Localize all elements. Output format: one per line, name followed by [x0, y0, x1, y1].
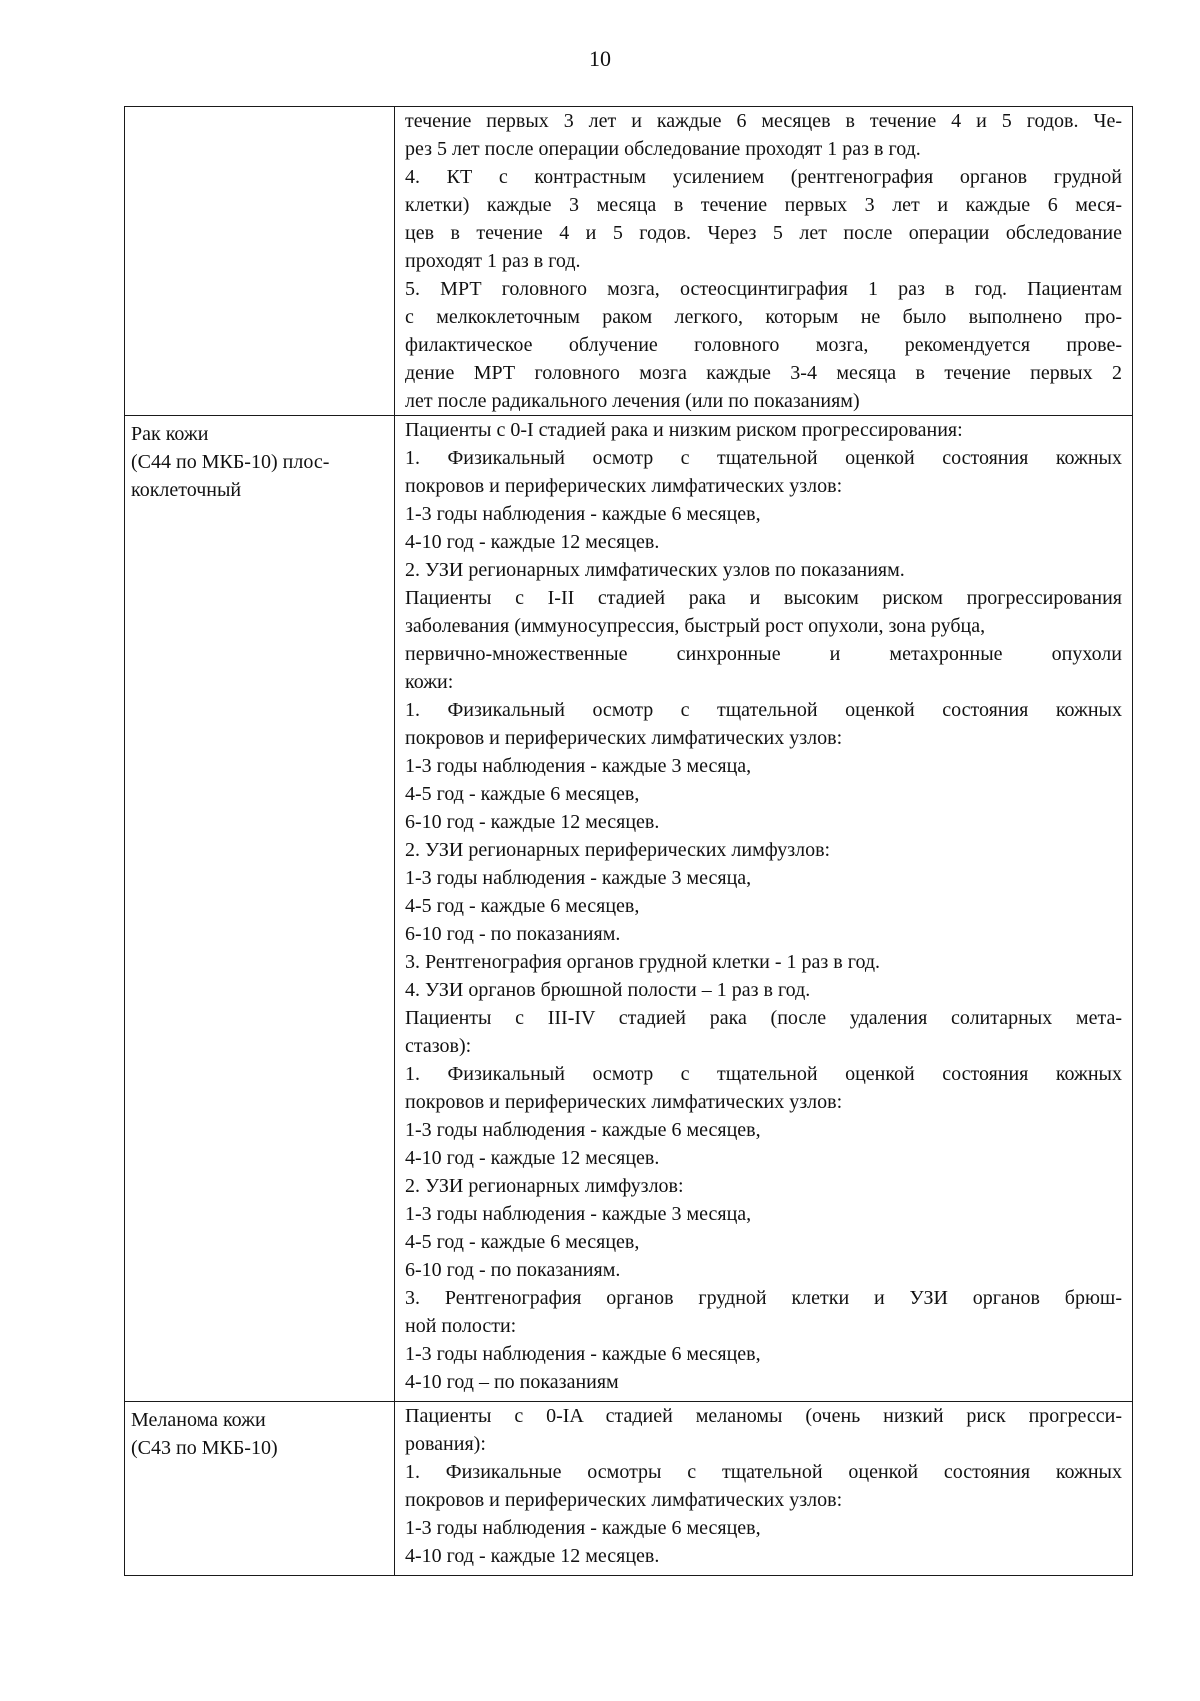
diagnosis-line: (С43 по МКБ-10) [131, 1437, 278, 1459]
diagnosis-line: (С44 по МКБ-10) плос- [131, 451, 330, 473]
followup-table [124, 106, 1133, 1576]
diagnosis-cell [125, 416, 395, 1402]
followup-line: 2. УЗИ регионарных периферических лимфузлов: [405, 839, 831, 861]
diagnosis-line: коклеточный [131, 479, 242, 501]
followup-line: 6-10 год - по показаниям. [405, 923, 621, 945]
followup-line: 5. МРТ головного мозга, остеосцинтиграфия 1 раз в год. Пациентам [405, 278, 1122, 300]
followup-line: ной полости: [405, 1315, 517, 1337]
followup-line: рез 5 лет после операции обследование проходят 1 раз в год. [405, 138, 921, 160]
followup-line: 4-10 год - каждые 12 месяцев. [405, 531, 660, 553]
followup-line: течение первых 3 лет и каждые 6 месяцев в течение 4 и 5 годов. Че- [405, 110, 1122, 132]
followup-line: дение МРТ головного мозга каждые 3-4 месяца в течение первых 2 [405, 362, 1122, 384]
table-row [125, 1402, 1133, 1576]
followup-line: 1-3 годы наблюдения - каждые 6 месяцев, [405, 1119, 761, 1141]
followup-cell [395, 416, 1133, 1402]
followup-line: 1-3 годы наблюдения - каждые 6 месяцев, [405, 1517, 761, 1539]
followup-line: проходят 1 раз в год. [405, 250, 581, 272]
followup-line: цев в течение 4 и 5 годов. Через 5 лет после операции обследование [405, 222, 1122, 244]
followup-cell [395, 1402, 1133, 1576]
followup-line: покровов и периферических лимфатических узлов: [405, 727, 843, 749]
followup-line: покровов и периферических лимфатических узлов: [405, 475, 843, 497]
followup-line: филактическое облучение головного мозга, рекомендуется прове- [405, 334, 1122, 356]
followup-line: Пациенты с 0-IA стадией меланомы (очень низкий риск прогресси- [405, 1405, 1122, 1427]
followup-line: Пациенты с I-II стадией рака и высоким риском прогрессирования [405, 587, 1122, 609]
followup-cell [395, 107, 1133, 416]
followup-line: 1-3 годы наблюдения - каждые 6 месяцев, [405, 503, 761, 525]
followup-line: 4-10 год - каждые 12 месяцев. [405, 1147, 660, 1169]
followup-line: 4. УЗИ органов брюшной полости – 1 раз в год. [405, 979, 811, 1001]
followup-line: покровов и периферических лимфатических узлов: [405, 1489, 843, 1511]
followup-line: клетки) каждые 3 месяца в течение первых 3 лет и каждые 6 меся- [405, 194, 1122, 216]
followup-line: 4-5 год - каждые 6 месяцев, [405, 1231, 640, 1253]
followup-line: 4. КТ с контрастным усилением (рентгенография органов грудной [405, 166, 1122, 188]
followup-line: первично-множественные синхронные и метахронные опухоли [405, 643, 1122, 665]
followup-line: 1. Физикальный осмотр с тщательной оценкой состояния кожных [405, 447, 1122, 469]
followup-line: 4-10 год - каждые 12 месяцев. [405, 1545, 660, 1567]
followup-line: Пациенты с III-IV стадией рака (после удаления солитарных мета- [405, 1007, 1122, 1029]
diagnosis-line: Рак кожи [131, 423, 209, 445]
followup-line: 2. УЗИ регионарных лимфузлов: [405, 1175, 684, 1197]
followup-line: 1. Физикальные осмотры с тщательной оценкой состояния кожных [405, 1461, 1122, 1483]
followup-line: 1-3 годы наблюдения - каждые 3 месяца, [405, 755, 752, 777]
followup-line: 2. УЗИ регионарных лимфатических узлов по показаниям. [405, 559, 905, 581]
diagnosis-cell [125, 1402, 395, 1576]
diagnosis-line: Меланома кожи [131, 1409, 266, 1431]
followup-line: 3. Рентгенография органов грудной клетки - 1 раз в год. [405, 951, 881, 973]
followup-line: покровов и периферических лимфатических узлов: [405, 1091, 843, 1113]
followup-line: стазов): [405, 1035, 472, 1057]
followup-line: 1-3 годы наблюдения - каждые 6 месяцев, [405, 1343, 761, 1365]
followup-line: Пациенты с 0-I стадией рака и низким риском прогрессирования: [405, 419, 963, 441]
followup-line: рования): [405, 1433, 486, 1455]
followup-line: 3. Рентгенография органов грудной клетки и УЗИ органов брюш- [405, 1287, 1122, 1309]
page-number: 10 [589, 46, 611, 71]
followup-line: кожи: [405, 671, 454, 693]
followup-line: 6-10 год - каждые 12 месяцев. [405, 811, 660, 833]
followup-line: 4-10 год – по показаниям [405, 1371, 619, 1393]
followup-line: 4-5 год - каждые 6 месяцев, [405, 895, 640, 917]
followup-line: с мелкоклеточным раком легкого, которым не было выполнено про- [405, 306, 1122, 328]
table-row [125, 416, 1133, 1402]
followup-line: лет после радикального лечения (или по показаниям) [405, 390, 860, 412]
followup-line: 4-5 год - каждые 6 месяцев, [405, 783, 640, 805]
diagnosis-cell [125, 107, 395, 416]
followup-line: 1. Физикальный осмотр с тщательной оценкой состояния кожных [405, 699, 1122, 721]
followup-line: 1-3 годы наблюдения - каждые 3 месяца, [405, 1203, 752, 1225]
followup-line: 1-3 годы наблюдения - каждые 3 месяца, [405, 867, 752, 889]
followup-line: 6-10 год - по показаниям. [405, 1259, 621, 1281]
followup-line: 1. Физикальный осмотр с тщательной оценкой состояния кожных [405, 1063, 1122, 1085]
table-row [125, 107, 1133, 416]
followup-line: заболевания (иммуносупрессия, быстрый рост опухоли, зона рубца, [405, 615, 986, 637]
